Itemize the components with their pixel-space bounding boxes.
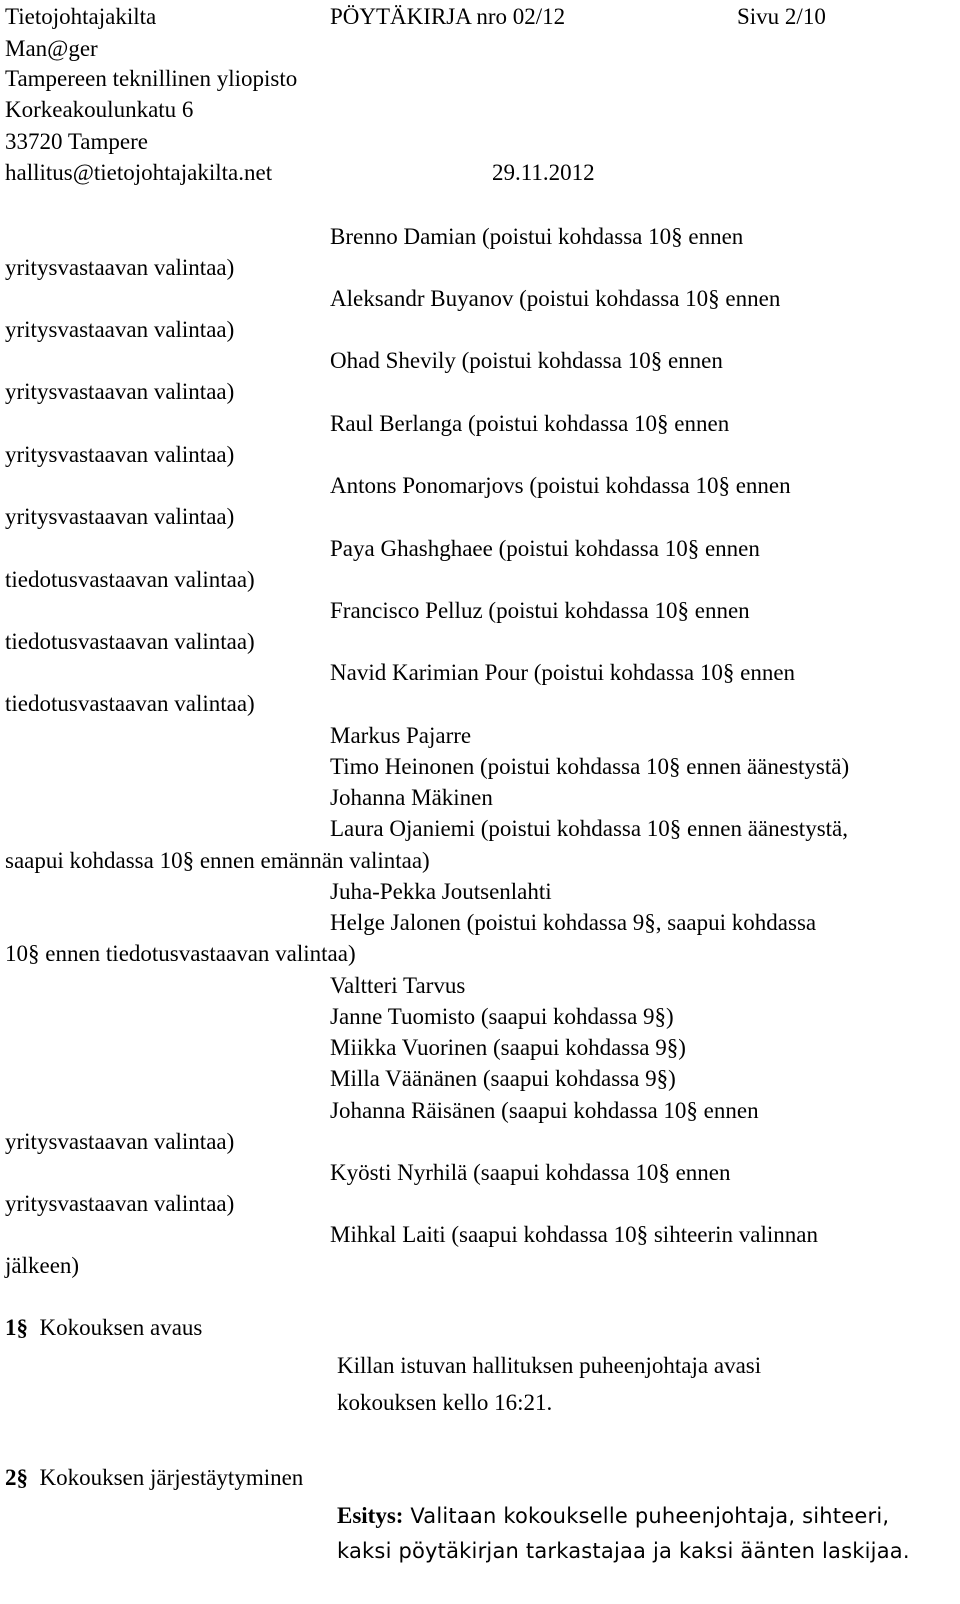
proposal-text: Valitaan kokoukselle puheenjohtaja, sihteeri, [403, 1504, 890, 1528]
page-number: Sivu 2/10 [737, 4, 826, 29]
attendee-line: Miikka Vuorinen (saapui kohdassa 9§) [330, 1035, 686, 1060]
attendee-line: Raul Berlanga (poistui kohdassa 10§ ennen [330, 411, 730, 436]
attendee-line: Navid Karimian Pour (poistui kohdassa 10§ ennen [330, 660, 796, 685]
attendee-line: Mihkal Laiti (saapui kohdassa 10§ sihteerin valinnan [330, 1222, 818, 1247]
attendee-line: saapui kohdassa 10§ ennen emännän valintaa) [5, 848, 430, 873]
attendee-line: Brenno Damian (poistui kohdassa 10§ ennen [330, 224, 744, 249]
attendee-line: Aleksandr Buyanov (poistui kohdassa 10§ ennen [330, 286, 781, 311]
attendee-line: yritysvastaavan valintaa) [5, 442, 235, 467]
attendee-line: yritysvastaavan valintaa) [5, 379, 235, 404]
section-text-line: kokouksen kello 16:21. [337, 1390, 553, 1415]
header-date: 29.11.2012 [492, 160, 595, 185]
section-number: 2§ [5, 1465, 28, 1490]
attendee-line: Milla Väänänen (saapui kohdassa 9§) [330, 1066, 676, 1091]
attendee-line: Valtteri Tarvus [330, 973, 466, 998]
attendee-line: tiedotusvastaavan valintaa) [5, 629, 255, 654]
attendee-line: Laura Ojaniemi (poistui kohdassa 10§ ennen äänestystä, [330, 816, 848, 841]
attendee-line: tiedotusvastaavan valintaa) [5, 691, 255, 716]
attendee-line: Johanna Räisänen (saapui kohdassa 10§ ennen [330, 1098, 759, 1123]
section-text-line: Killan istuvan hallituksen puheenjohtaja avasi [337, 1353, 762, 1378]
attendee-line: Kyösti Nyrhilä (saapui kohdassa 10§ ennen [330, 1160, 731, 1185]
org-name: Tietojohtajakilta [5, 4, 157, 29]
section-heading [5, 1466, 303, 1489]
attendee-line: jälkeen) [5, 1253, 80, 1278]
header-line-5: 33720 Tampere [5, 129, 148, 154]
header-line-3: Tampereen teknillinen yliopisto [5, 66, 298, 91]
attendee-line: yritysvastaavan valintaa) [5, 504, 235, 529]
attendee-line: Ohad Shevily (poistui kohdassa 10§ ennen [330, 348, 723, 373]
attendee-line: Markus Pajarre [330, 723, 472, 748]
attendee-line: 10§ ennen tiedotusvastaavan valintaa) [5, 941, 356, 966]
attendee-line: yritysvastaavan valintaa) [5, 1191, 235, 1216]
section-text-line: kaksi pöytäkirjan tarkastajaa ja kaksi äänten laskijaa. [337, 1539, 910, 1563]
section-text-line [337, 1504, 889, 1527]
attendee-line: Janne Tuomisto (saapui kohdassa 9§) [330, 1004, 674, 1029]
section-number: 1§ [5, 1315, 28, 1340]
attendee-line: Timo Heinonen (poistui kohdassa 10§ ennen äänestystä) [330, 754, 850, 779]
attendee-line: yritysvastaavan valintaa) [5, 255, 235, 280]
header-line-4: Korkeakoulunkatu 6 [5, 97, 194, 122]
attendee-line: Johanna Mäkinen [330, 785, 493, 810]
attendee-line: yritysvastaavan valintaa) [5, 317, 235, 342]
attendee-line: Juha-Pekka Joutsenlahti [330, 879, 552, 904]
header-line-2: Man@ger [5, 36, 98, 61]
section-title: Kokouksen järjestäytyminen [39, 1465, 304, 1490]
attendee-line: Antons Ponomarjovs (poistui kohdassa 10§ ennen [330, 473, 791, 498]
proposal-label: Esitys: [337, 1503, 404, 1528]
header-email: hallitus@tietojohtajakilta.net [5, 160, 273, 185]
document-title: PÖYTÄKIRJA nro 02/12 [330, 4, 566, 29]
attendee-line: yritysvastaavan valintaa) [5, 1129, 235, 1154]
section-title: Kokouksen avaus [39, 1315, 203, 1340]
attendee-line: Helge Jalonen (poistui kohdassa 9§, saapui kohdassa [330, 910, 817, 935]
attendee-line: Paya Ghashghaee (poistui kohdassa 10§ ennen [330, 536, 760, 561]
attendee-line: Francisco Pelluz (poistui kohdassa 10§ ennen [330, 598, 750, 623]
attendee-line: tiedotusvastaavan valintaa) [5, 567, 255, 592]
section-heading [5, 1316, 202, 1339]
